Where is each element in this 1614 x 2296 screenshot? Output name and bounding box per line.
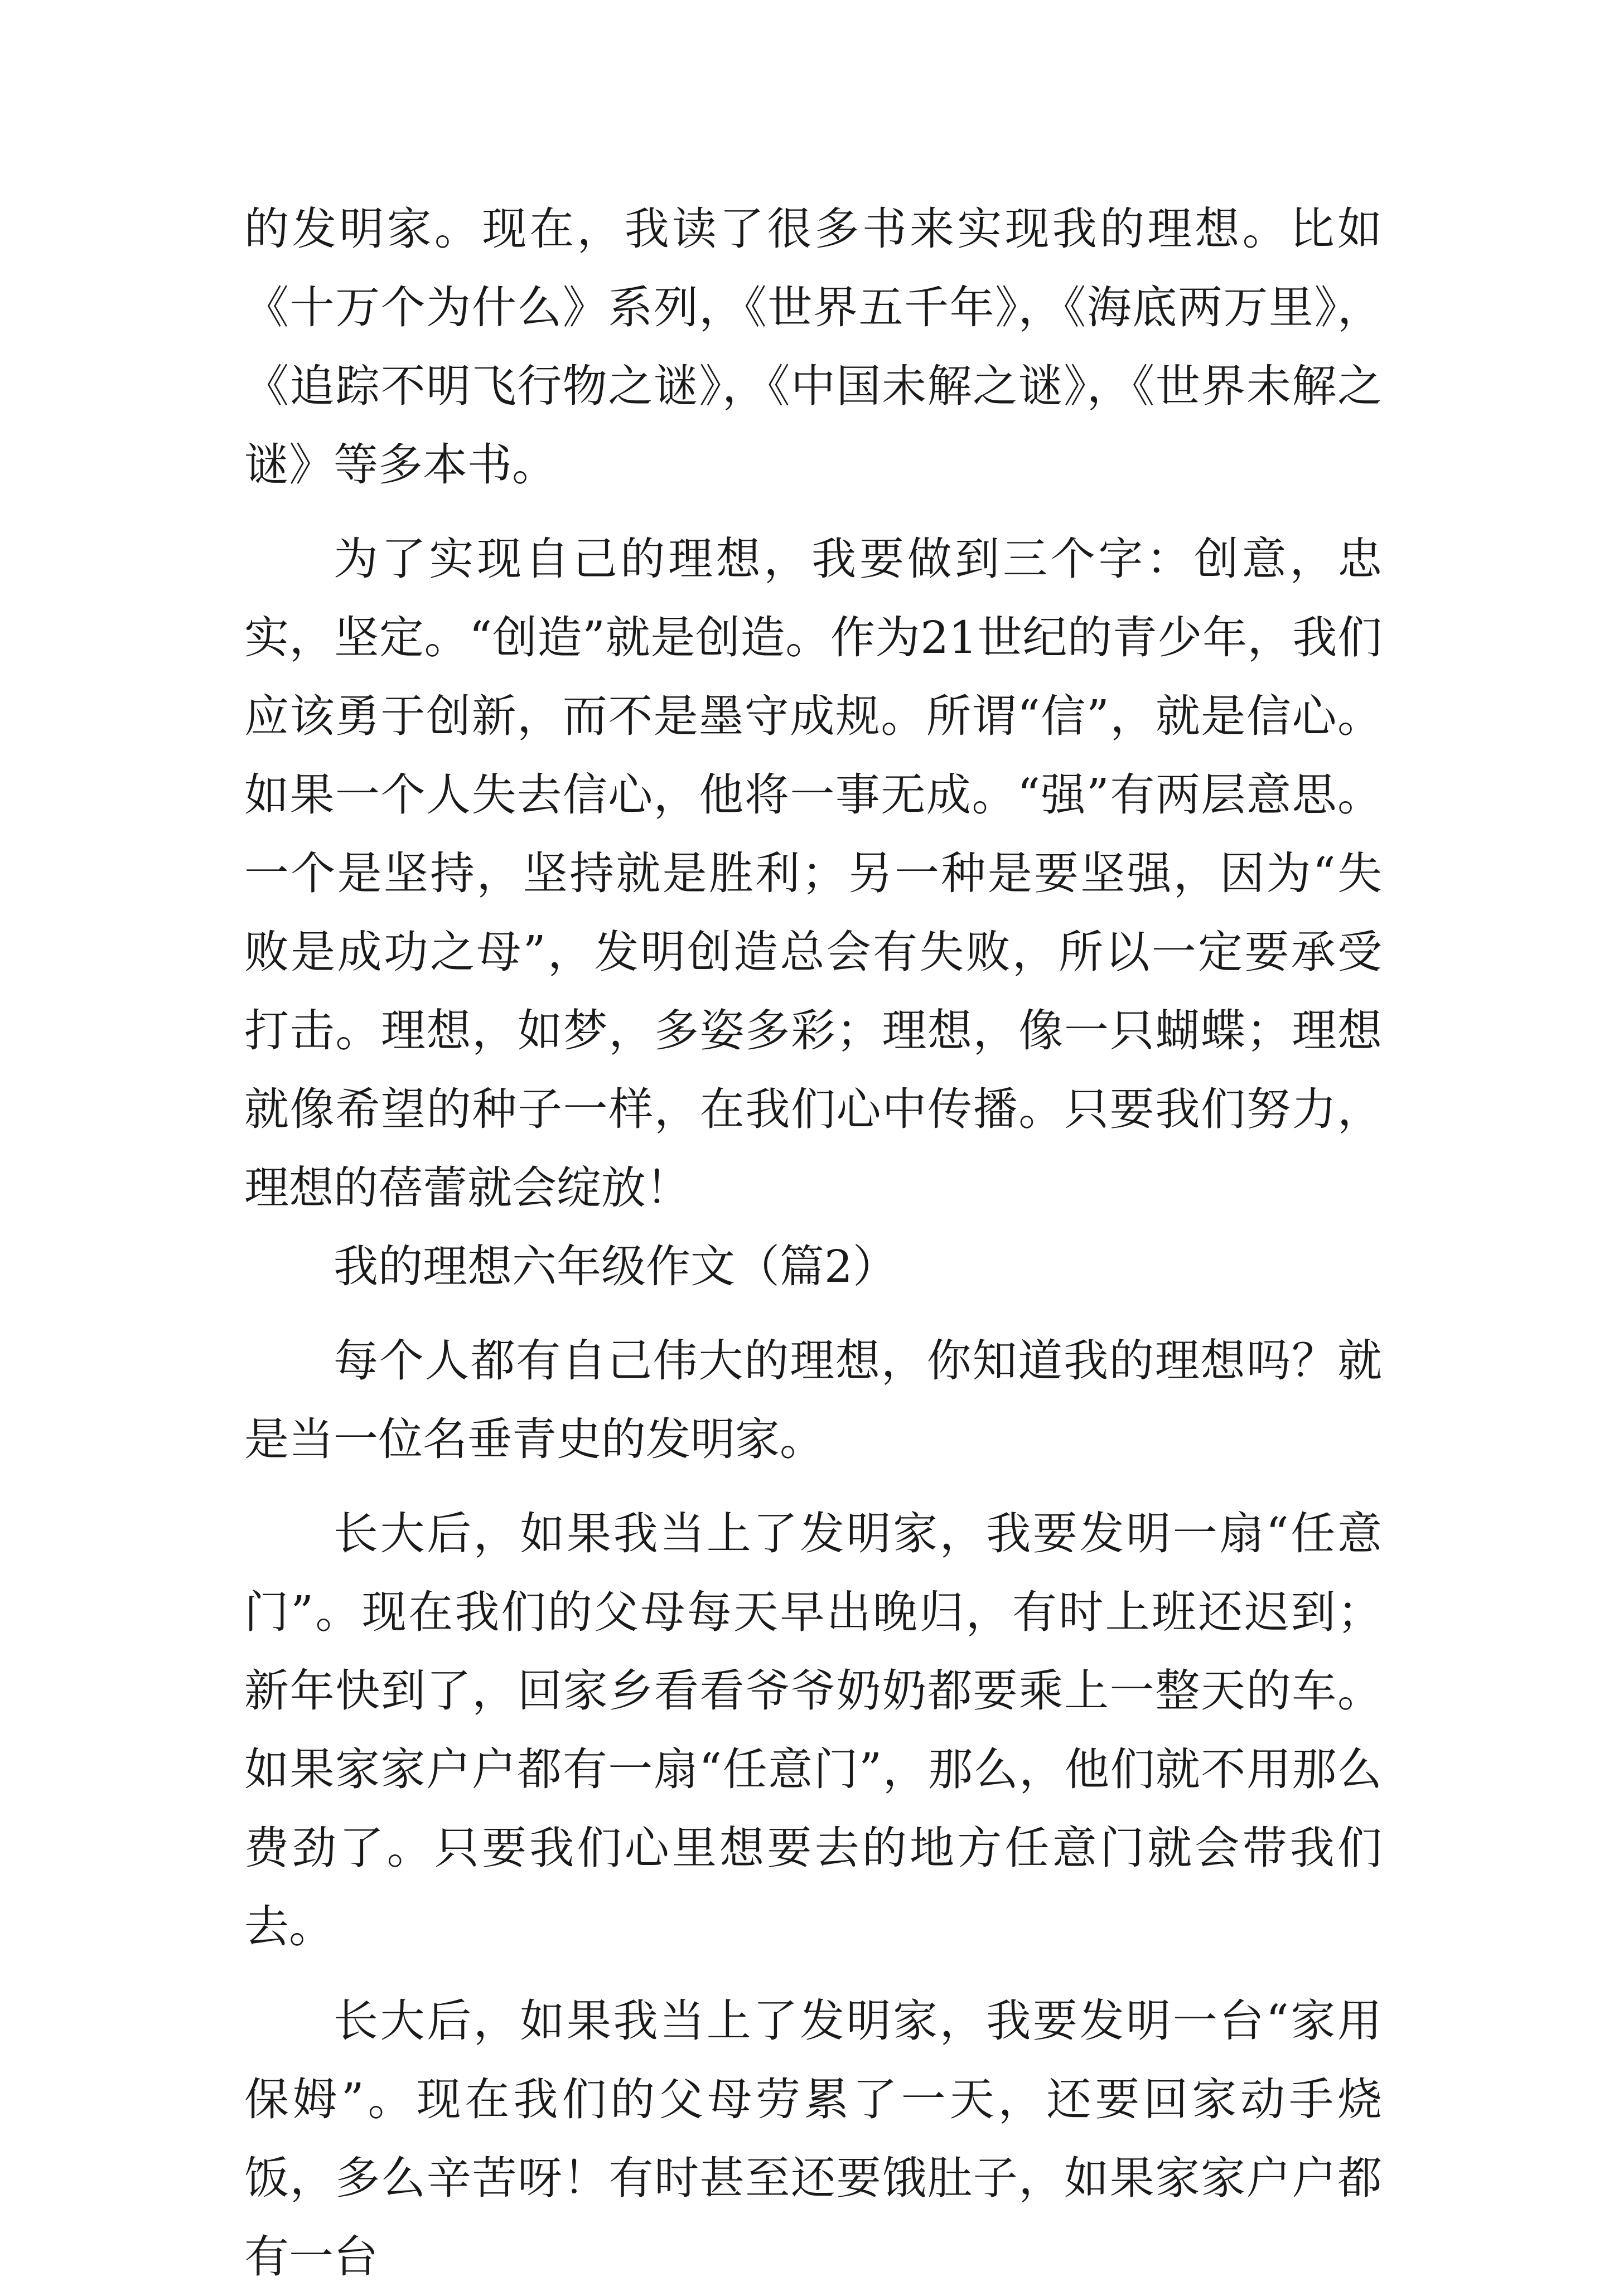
paragraph-any-door: 长大后，如果我当上了发明家，我要发明一扇“任意门”。现在我们的父母每天早出晚归，有时上班还迟到；新年快到了，回家乡看看爷爷奶奶都要乘上一整天的车。如果家家户户都有一扇“任意门”，那么，他们就不用那么费劲了。只要我们心里想要去的地方任意门就会带我们去。	[244, 1508, 1382, 1953]
paragraph-home-nanny: 长大后，如果我当上了发明家，我要发明一台“家用保姆”。现在我们的父母劳累了一天，还要回家动手烧饭，多么辛苦呀！有时甚至还要饿肚子，如果家家户户都有一台	[244, 1995, 1382, 2283]
paragraph-intro: 每个人都有自己伟大的理想，你知道我的理想吗？就是当一位名垂青史的发明家。	[244, 1335, 1382, 1465]
paragraph-ideal-three-words: 为了实现自己的理想，我要做到三个字：创意，忠实，坚定。“创造”就是创造。作为21世纪的青少年，我们应该勇于创新，而不是墨守成规。所谓“信”，就是信心。如果一个人失去信心，他将一事无成。“强”有两层意思。一个是坚持，坚持就是胜利；另一种是要坚强，因为“失败是成功之母”，发明创造总会有失败，所以一定要承受打击。理想，如梦，多姿多彩；理想，像一只蝴蝶；理想就像希望的种子一样，在我们心中传播。只要我们努力，理想的蓓蕾就会绽放！	[244, 533, 1382, 1214]
document-body	[244, 190, 1382, 2296]
paragraph-continued: 的发明家。现在，我读了很多书来实现我的理想。比如《十万个为什么》系列，《世界五千年》，《海底两万里》，《追踪不明飞行物之谜》，《中国未解之谜》，《世界未解之谜》等多本书。	[244, 203, 1382, 491]
essay-heading: 我的理想六年级作文（篇2）	[334, 1241, 897, 1292]
